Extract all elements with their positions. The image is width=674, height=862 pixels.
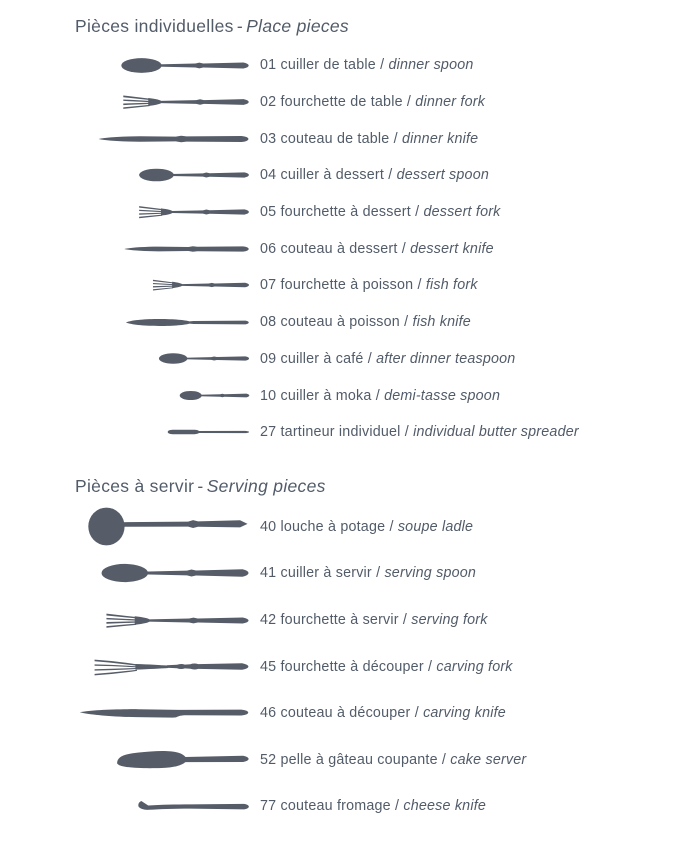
separator-slash: /	[402, 612, 408, 629]
item-code: 07	[260, 277, 277, 294]
dinner-spoon-icon	[120, 55, 250, 76]
separator-slash: /	[406, 94, 412, 111]
separator-slash: /	[393, 130, 398, 147]
item-name-french: cuiller à servir	[280, 565, 372, 582]
silhouette-column	[0, 655, 250, 678]
item-label	[260, 241, 494, 257]
separator-slash: /	[404, 314, 409, 331]
item-label	[260, 424, 579, 440]
item-name-french: cuiller à dessert	[280, 167, 385, 184]
item-label	[260, 204, 501, 220]
silhouette-column	[0, 560, 250, 586]
separator-slash: /	[415, 204, 420, 221]
cake-server-icon	[113, 745, 250, 774]
item-name-french: fourchette à poisson	[280, 277, 414, 294]
item-name-french: couteau à dessert	[280, 240, 398, 257]
item-label	[260, 314, 471, 330]
item-code: 40	[260, 518, 277, 535]
item-label	[260, 519, 473, 535]
carving-knife-icon	[78, 704, 250, 723]
item-code: 06	[260, 240, 277, 257]
section-title-french: Pièces individuelles	[75, 16, 234, 36]
dessert-fork-icon	[138, 203, 250, 221]
silhouette-column	[0, 55, 250, 76]
cutlery-row	[0, 597, 674, 644]
item-name-english: cake server	[450, 751, 527, 768]
fish-fork-icon	[152, 277, 250, 293]
item-name-english: fish knife	[412, 314, 471, 331]
section-title-english: Serving pieces	[206, 475, 326, 496]
carving-fork-icon	[93, 655, 250, 678]
item-label	[260, 167, 489, 183]
item-code: 10	[260, 387, 277, 404]
cutlery-row	[0, 690, 674, 737]
item-label	[260, 351, 515, 367]
item-name-french: cuiller à café	[280, 350, 364, 367]
item-name-english: dessert spoon	[396, 167, 490, 184]
item-name-english: individual butter spreader	[413, 424, 579, 441]
item-name-english: dinner fork	[415, 94, 486, 111]
item-code: 77	[260, 798, 277, 815]
item-name-french: cuiller de table	[280, 57, 376, 74]
dinner-knife-icon	[97, 132, 250, 146]
item-name-french: couteau à découper	[280, 705, 411, 722]
silhouette-column	[0, 505, 250, 548]
demi-tasse-spoon-icon	[179, 389, 250, 402]
item-code: 02	[260, 94, 277, 111]
item-name-english: serving fork	[411, 612, 488, 629]
item-name-french: fourchette à servir	[280, 612, 399, 629]
item-label	[260, 131, 478, 147]
item-label	[260, 565, 476, 581]
silhouette-column	[0, 351, 250, 366]
cutlery-row	[0, 84, 674, 121]
cutlery-row	[0, 47, 674, 84]
silhouette-column	[0, 316, 250, 329]
silhouette-column	[0, 243, 250, 255]
item-code: 04	[260, 167, 277, 184]
item-label	[260, 705, 506, 721]
section-title-serving-pieces	[75, 475, 674, 497]
item-name-english: fish fork	[425, 277, 478, 294]
item-label	[260, 277, 478, 293]
separator-slash: /	[376, 565, 381, 582]
silhouette-column	[0, 610, 250, 631]
item-code: 27	[260, 424, 277, 441]
item-label	[260, 659, 513, 675]
item-name-english: soupe ladle	[397, 518, 474, 535]
silhouette-column	[0, 704, 250, 723]
place-pieces-list	[0, 47, 674, 451]
separator-slash: /	[441, 751, 447, 768]
silhouette-column	[0, 798, 250, 815]
fish-knife-icon	[124, 316, 250, 329]
cheese-knife-icon	[135, 798, 250, 815]
section-title-english: Place pieces	[246, 16, 349, 36]
item-name-english: dessert knife	[410, 240, 494, 257]
item-code: 01	[260, 57, 277, 74]
item-name-french: louche à potage	[280, 518, 386, 535]
item-code: 41	[260, 565, 277, 582]
item-code: 52	[260, 751, 277, 768]
item-name-english: carving knife	[423, 705, 506, 722]
cutlery-row	[0, 267, 674, 304]
item-name-french: couteau à poisson	[280, 314, 400, 331]
item-name-french: couteau de table	[280, 130, 390, 147]
item-code: 09	[260, 350, 277, 367]
separator-slash: /	[414, 705, 419, 722]
separator-slash: /	[375, 387, 380, 404]
item-code: 05	[260, 204, 277, 221]
cutlery-row	[0, 643, 674, 690]
silhouette-column	[0, 389, 250, 402]
cutlery-row	[0, 157, 674, 194]
silhouette-column	[0, 132, 250, 146]
cutlery-row	[0, 377, 674, 414]
item-name-english: cheese knife	[403, 798, 487, 815]
item-label	[260, 57, 474, 73]
separator-slash: /	[388, 167, 393, 184]
silhouette-column	[0, 277, 250, 293]
item-label	[260, 94, 485, 110]
item-name-french: fourchette à dessert	[280, 204, 411, 221]
item-name-english: carving fork	[436, 658, 513, 675]
item-code: 03	[260, 130, 277, 147]
item-name-french: couteau fromage	[280, 798, 391, 815]
item-name-english: demi-tasse spoon	[384, 387, 501, 404]
dinner-fork-icon	[122, 92, 250, 112]
cutlery-row	[0, 194, 674, 231]
separator-slash: /	[401, 240, 406, 257]
serving-spoon-icon	[100, 560, 250, 586]
item-label	[260, 752, 526, 768]
cutlery-row	[0, 304, 674, 341]
silhouette-column	[0, 166, 250, 184]
item-code: 45	[260, 658, 277, 675]
item-label	[260, 388, 500, 404]
separator-slash: /	[394, 798, 400, 815]
item-label	[260, 612, 488, 628]
section-serving-pieces	[0, 475, 674, 830]
cutlery-row	[0, 120, 674, 157]
section-title-french: Pièces à servir	[75, 475, 195, 496]
item-name-english: serving spoon	[384, 565, 477, 582]
silhouette-column	[0, 745, 250, 774]
item-code: 08	[260, 314, 277, 331]
item-name-french: tartineur individuel	[280, 424, 401, 441]
cutlery-row	[0, 504, 674, 551]
item-code: 46	[260, 705, 277, 722]
item-name-french: fourchette de table	[280, 94, 403, 111]
separator-slash: /	[404, 424, 409, 441]
cutlery-row	[0, 230, 674, 267]
item-name-french: pelle à gâteau coupante	[280, 751, 438, 768]
separator-slash: /	[389, 518, 394, 535]
butter-spreader-icon	[166, 427, 250, 437]
separator-slash: /	[367, 350, 372, 367]
separator-slash: /	[427, 658, 433, 675]
item-name-french: cuiller à moka	[280, 387, 372, 404]
cutlery-row	[0, 550, 674, 597]
item-code: 42	[260, 612, 277, 629]
silhouette-column	[0, 203, 250, 221]
section-title-place-pieces	[75, 15, 674, 37]
silhouette-column	[0, 92, 250, 112]
item-label	[260, 798, 486, 814]
item-name-french: fourchette à découper	[280, 658, 424, 675]
cutlery-row	[0, 341, 674, 378]
item-name-english: after dinner teaspoon	[376, 350, 516, 367]
item-name-english: dinner knife	[402, 130, 479, 147]
dessert-spoon-icon	[138, 166, 250, 184]
teaspoon-icon	[158, 351, 250, 366]
serving-pieces-list	[0, 504, 674, 830]
separator-slash: /	[380, 57, 385, 74]
cutlery-row	[0, 783, 674, 830]
soup-ladle-icon	[85, 505, 250, 548]
cutlery-row	[0, 414, 674, 451]
title-dash: -	[236, 16, 244, 36]
serving-fork-icon	[105, 610, 250, 631]
silhouette-column	[0, 427, 250, 437]
item-name-english: dinner spoon	[388, 57, 474, 74]
item-name-english: dessert fork	[423, 204, 501, 221]
title-dash: -	[197, 475, 204, 496]
separator-slash: /	[417, 277, 422, 294]
dessert-knife-icon	[123, 243, 250, 255]
cutlery-row	[0, 737, 674, 784]
